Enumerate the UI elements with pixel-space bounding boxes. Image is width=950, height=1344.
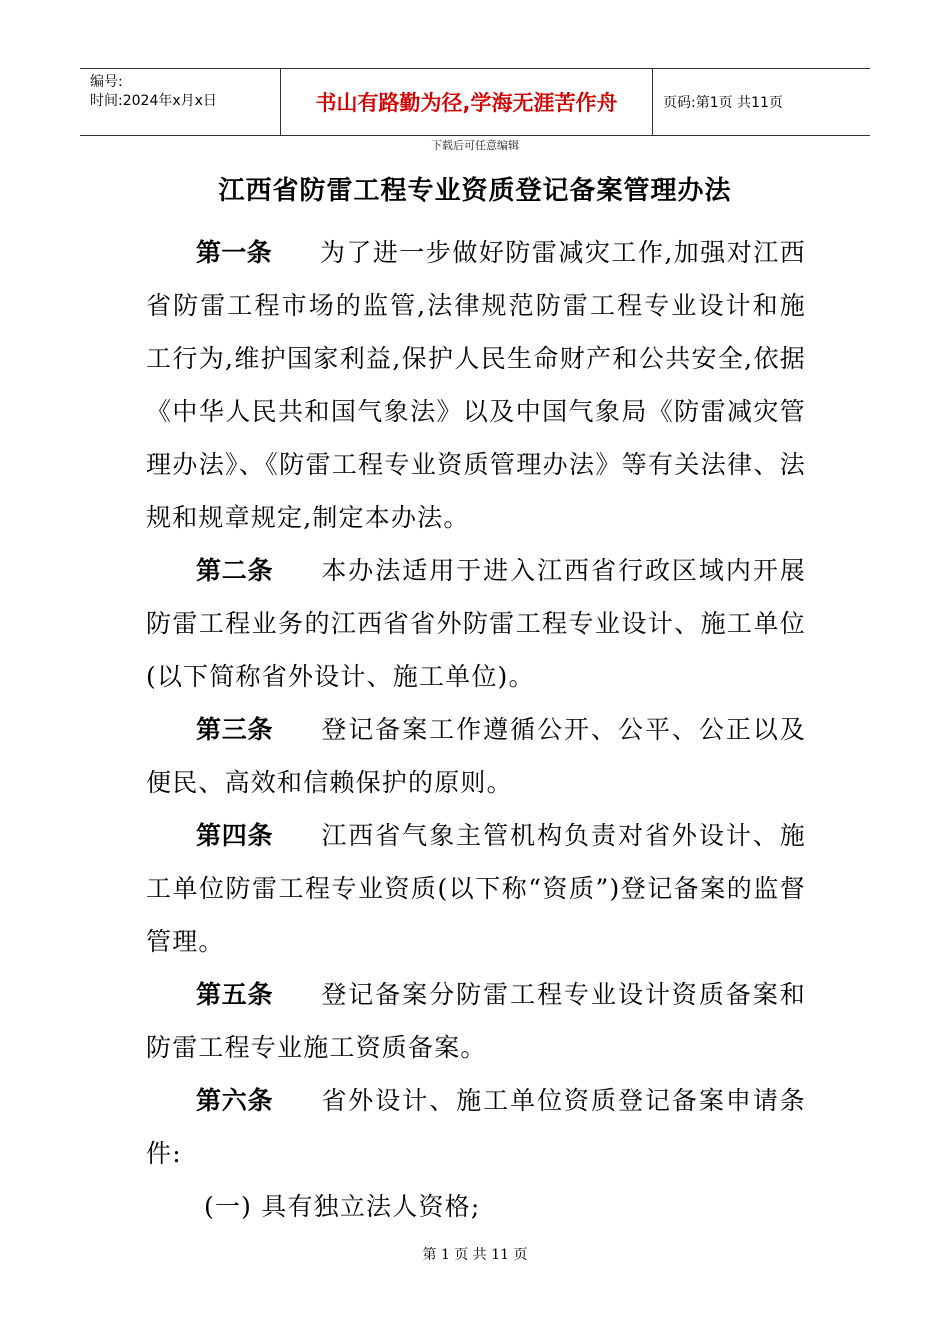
article-2 xyxy=(146,544,806,703)
article-5 xyxy=(146,968,806,1074)
article-text: 江西省气象主管机构负责对省外设计、施工单位防雷工程专业资质(以下称“资质”)登记备案的监督管理。 xyxy=(146,821,806,956)
article-label: 第一条 xyxy=(196,238,272,267)
edit-note: 下载后可任意编辑 xyxy=(431,139,519,152)
number-label: 编号: xyxy=(90,74,123,90)
article-text: 登记备案工作遵循公开、公平、公正以及便民、高效和信赖保护的原则。 xyxy=(146,715,806,797)
article-4 xyxy=(146,809,806,968)
article-1 xyxy=(146,226,806,544)
page-footer: 第 1 页 共 11 页 xyxy=(422,1247,528,1263)
motto: 书山有路勤为径,学海无涯苦作舟 xyxy=(281,69,653,135)
page-info: 页码:第1页 共11页 xyxy=(663,95,783,111)
article-label: 第五条 xyxy=(196,980,274,1009)
article-6 xyxy=(146,1074,806,1180)
header-table xyxy=(80,68,870,136)
article-label: 第六条 xyxy=(196,1086,274,1115)
document-title: 江西省防雷工程专业资质登记备案管理办法 xyxy=(218,176,732,206)
time-label: 时间:2024年x月x日 xyxy=(90,93,217,109)
article-text: 为了进一步做好防雷减灾工作,加强对江西省防雷工程市场的监管,法律规范防雷工程专业设计和施工行为,维护国家利益,保护人民生命财产和公共安全,依据《中华人民共和国气象法》以及中国气象局《防雷减灾管理办法》、《防雷工程专业资质管理办法》等有关法律、法规和规章规定,制定本办法。 xyxy=(146,238,806,532)
document-body xyxy=(146,226,806,1233)
article-text: 本办法适用于进入江西省行政区域内开展防雷工程业务的江西省省外防雷工程专业设计、施工单位(以下简称省外设计、施工单位)。 xyxy=(146,556,806,691)
header-meta-cell xyxy=(80,69,281,135)
article-label: 第三条 xyxy=(196,715,274,744)
article-text: 登记备案分防雷工程专业设计资质备案和防雷工程专业施工资质备案。 xyxy=(146,980,806,1062)
article-text: 省外设计、施工单位资质登记备案申请条件: xyxy=(146,1086,806,1168)
article-label: 第二条 xyxy=(196,556,274,585)
list-item: (一) 具有独立法人资格; xyxy=(204,1192,481,1221)
article-label: 第四条 xyxy=(196,821,274,850)
article-3 xyxy=(146,703,806,809)
